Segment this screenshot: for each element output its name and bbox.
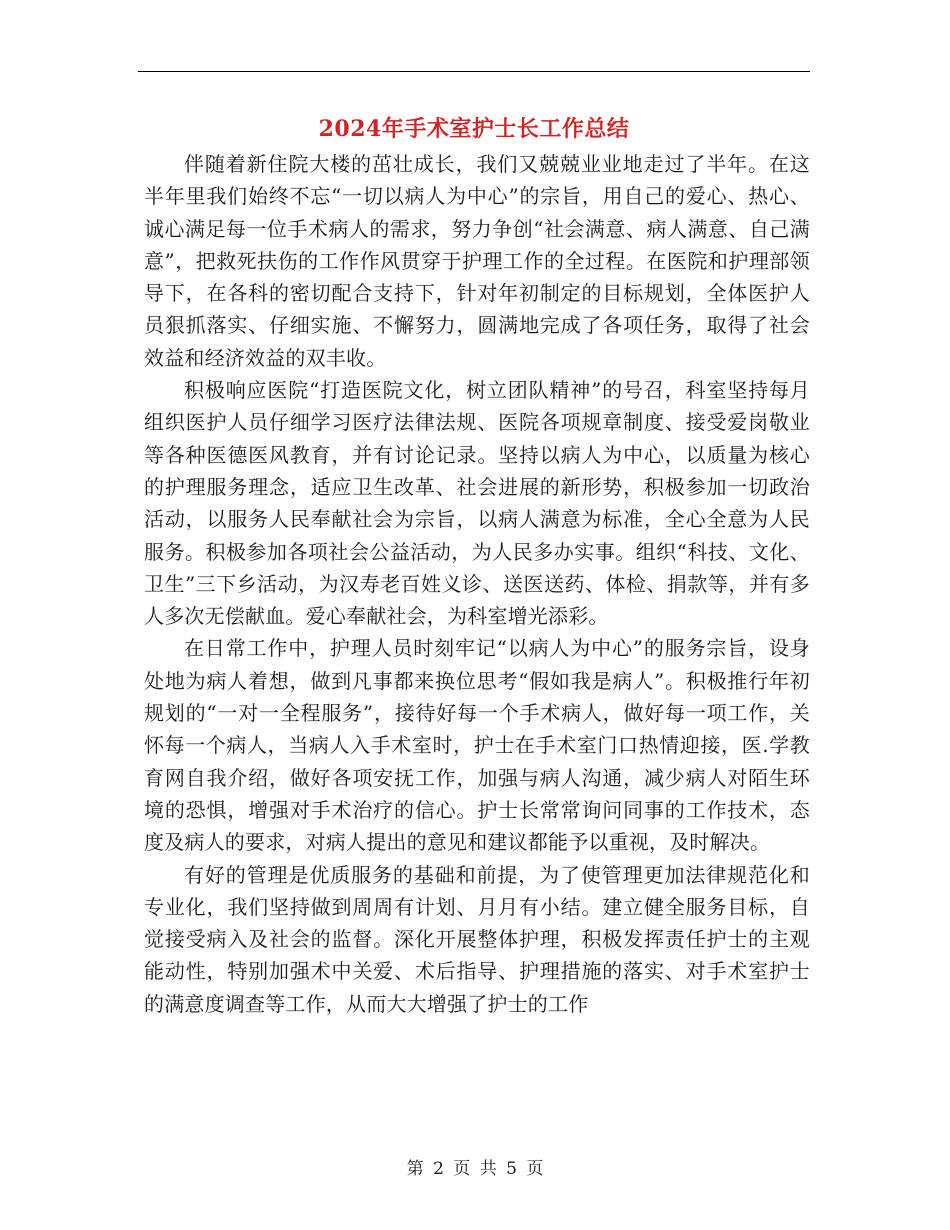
paragraph-1: 伴随着新住院大楼的茁壮成长，我们又兢兢业业地走过了半年。在这半年里我们始终不忘“一切以病人为中心”的宗旨，用自己的爱心、热心、诚心满足每一位手术病人的需求，努力争创“社会满意、病人满意、自己满意”，把救死扶伤的工作作风贯穿于护理工作的全过程。在医院和护理部领导下，在各科的密切配合支持下，针对年初制定的目标规划，全体医护人员狠抓落实、仔细实施、不懈努力，圆满地完成了各项任务，取得了社会效益和经济效益的双丰收。 xyxy=(144,152,810,370)
paragraph-2: 积极响应医院“打造医院文化，树立团队精神”的号召，科室坚持每月组织医护人员仔细学习医疗法律法规、医院各项规章制度、接受爱岗敬业等各种医德医风教育，并有讨论记录。坚持以病人为中心，以质量为核心的护理服务理念，适应卫生改革、社会进展的新形势，积极参加一切政治活动，以服务人民奉献社会为宗旨，以病人满意为标准，全心全意为人民服务。积极参加各项社会公益活动，为人民多办实事。组织“科技、文化、卫生”三下乡活动，为汉寿老百姓义诊、送医送药、体检、捐款等，并有多人多次无偿献血。爱心奉献社会，为科室增光添彩。 xyxy=(144,378,810,629)
header-rule xyxy=(138,71,810,72)
page-footer: 第 2 页 共 5 页 xyxy=(406,1159,544,1179)
paragraph-3: 在日常工作中，护理人员时刻牢记“以病人为中心”的服务宗旨，设身处地为病人着想，做到凡事都来换位思考“假如我是病人”。积极推行年初规划的“一对一全程服务”，接待好每一个手术病人，做好每一项工作，关怀每一个病人，当病人入手术室时，护士在手术室门口热情迎接，医.学教育网自我介绍，做好各项安抚工作，加强与病人沟通，减少病人对陌生环境的恐惧，增强对手术治疗的信心。护士长常常询问同事的工作技术，态度及病人的要求，对病人提出的意见和建议都能予以重视，及时解决。 xyxy=(144,636,810,855)
document-body xyxy=(144,148,810,1020)
paragraph-4: 有好的管理是优质服务的基础和前提，为了使管理更加法律规范化和专业化，我们坚持做到周周有计划、月月有小结。建立健全服务目标，自觉接受病入及社会的监督。深化开展整体护理，积极发挥责任护士的主观能动性，特别加强术中关爱、术后指导、护理措施的落实、对手术室护士的满意度调查等工作，从而大大增强了护士的工作 xyxy=(144,862,810,1016)
page-title: 2024年手术室护士长工作总结 xyxy=(318,116,630,142)
